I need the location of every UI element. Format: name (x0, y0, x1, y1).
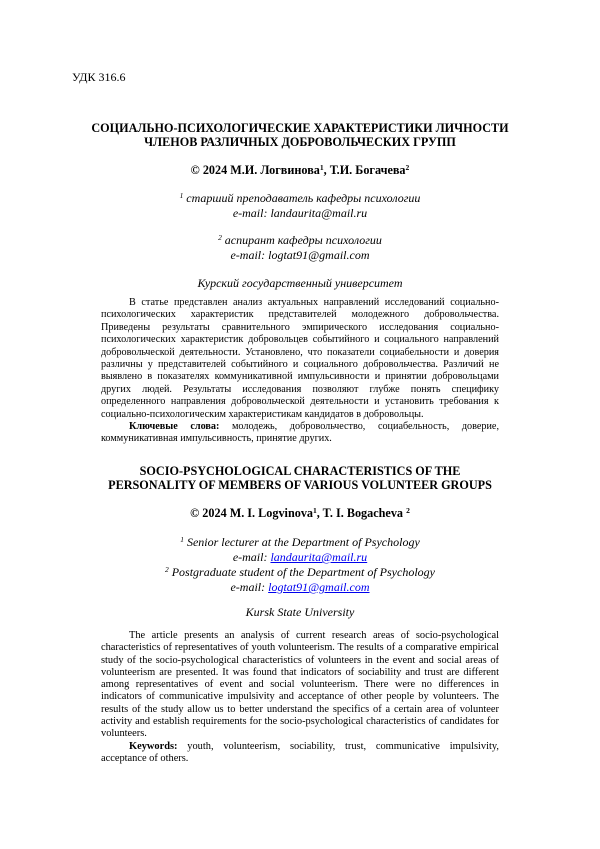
en-aff1-sup: 1 (180, 534, 184, 544)
ru-title-line1: СОЦИАЛЬНО-ПСИХОЛОГИЧЕСКИЕ ХАРАКТЕРИСТИКИ ЛИЧНОСТИ (91, 121, 509, 135)
ru-keywords (101, 421, 499, 446)
en-aff1-text: Senior lecturer at the Department of Psychology (183, 535, 420, 549)
en-aff1-email-link[interactable]: landaurita@mail.ru (270, 550, 368, 564)
ru-author1-sup: 1 (319, 162, 324, 172)
ru-abstract-block (101, 297, 499, 446)
ru-author2-sup: 2 (405, 162, 410, 172)
ru-aff1-email: e-mail: landaurita@mail.ru (232, 206, 368, 220)
en-title (80, 464, 520, 492)
ru-aff1-sup: 1 (179, 190, 184, 200)
en-aff2-text: Postgraduate student of the Department of Psychology (168, 565, 435, 579)
en-title-line2: PERSONALITY OF MEMBERS OF VARIOUS VOLUNTEER GROUPS (108, 478, 492, 492)
ru-title-line2: ЧЛЕНОВ РАЗЛИЧНЫХ ДОБРОВОЛЬЧЕСКИХ ГРУПП (144, 135, 456, 149)
en-aff1-email-label: e-mail: (232, 550, 271, 564)
udk-code: УДК 316.6 (72, 70, 126, 84)
en-aff2-sup: 2 (164, 564, 169, 574)
ru-title (80, 121, 520, 149)
en-author2-sup: 2 (406, 505, 410, 515)
en-authors-prefix: © 2024 M. I. Logvinova (190, 506, 314, 520)
ru-aff2-text: аспирант кафедры психологии (221, 233, 382, 247)
en-author1-sup: 1 (313, 505, 317, 515)
ru-authors-sep: , Т.И. Богачева (323, 163, 406, 177)
ru-affiliation-2 (80, 233, 520, 263)
en-keywords-label: Keywords: (129, 740, 178, 752)
en-abstract: The article presents an analysis of current research areas of socio-psychological characteristics of representatives of youth volunteerism. The results of a comparative empirical study of the socio-psychological characteristics of volunteers in the event and social areas of volunteerism are presented. It was found that indicators of sociability and trust are different among representatives of event and social volunteerism. There were no differences in indicators of communicative impulsivity and acceptance of other people by volunteers. The results of the study allow us to better understand the specifics of a certain area of volunteer activity and establish requirements for the socio-psychological characteristics of candidates for volunteers. (101, 630, 499, 740)
ru-aff1-text: старший преподаватель кафедры психологии (183, 191, 421, 205)
en-abstract-block (101, 630, 499, 765)
ru-abstract: В статье представлен анализ актуальных направлений исследований социально-психологических характеристик представителей молодежного добровольчества. Приведены результаты сравнительного эмпирического исследования социально-психологических характеристик добровольцев событийного и социального направлений добровольческой деятельности. Установлено, что показатели социабельности и доверия различны у представителей событийного и социального добровольчества. Различий не выявлено в показателях коммуникативной импульсивности и принятии добровольцами других людей. Результаты исследования позволяют глубже понять специфику определенного направления добровольческой деятельности и установить требования к социально-психологическим характеристикам кандидатов в добровольцы. (101, 297, 499, 420)
ru-university: Курский государственный университет (197, 276, 403, 290)
en-authors (80, 506, 520, 521)
ru-keywords-label: Ключевые слова: (129, 421, 220, 433)
ru-keywords-text: молодежь, добровольчество, социабельность, доверие, коммуникативная импульсивность, принятие других. (101, 421, 499, 445)
en-affiliations (80, 535, 520, 595)
ru-aff2-email: e-mail: logtat91@gmail.com (230, 248, 370, 262)
en-keywords (101, 741, 499, 766)
en-title-line1: SOCIO-PSYCHOLOGICAL CHARACTERISTICS OF THE (139, 464, 461, 478)
en-aff2-email-link[interactable]: logtat91@gmail.com (268, 580, 370, 594)
ru-authors-prefix: © 2024 М.И. Логвинова (190, 163, 320, 177)
en-authors-sep: , T. I. Bogacheva (316, 506, 407, 520)
ru-affiliation-1 (80, 191, 520, 221)
en-aff2-email-label: e-mail: (230, 580, 269, 594)
ru-authors (80, 163, 520, 178)
ru-aff2-sup: 2 (218, 232, 222, 242)
en-keywords-text: youth, volunteerism, sociability, trust, communicative impulsivity, acceptance of others. (101, 740, 499, 764)
en-university: Kursk State University (245, 605, 355, 619)
